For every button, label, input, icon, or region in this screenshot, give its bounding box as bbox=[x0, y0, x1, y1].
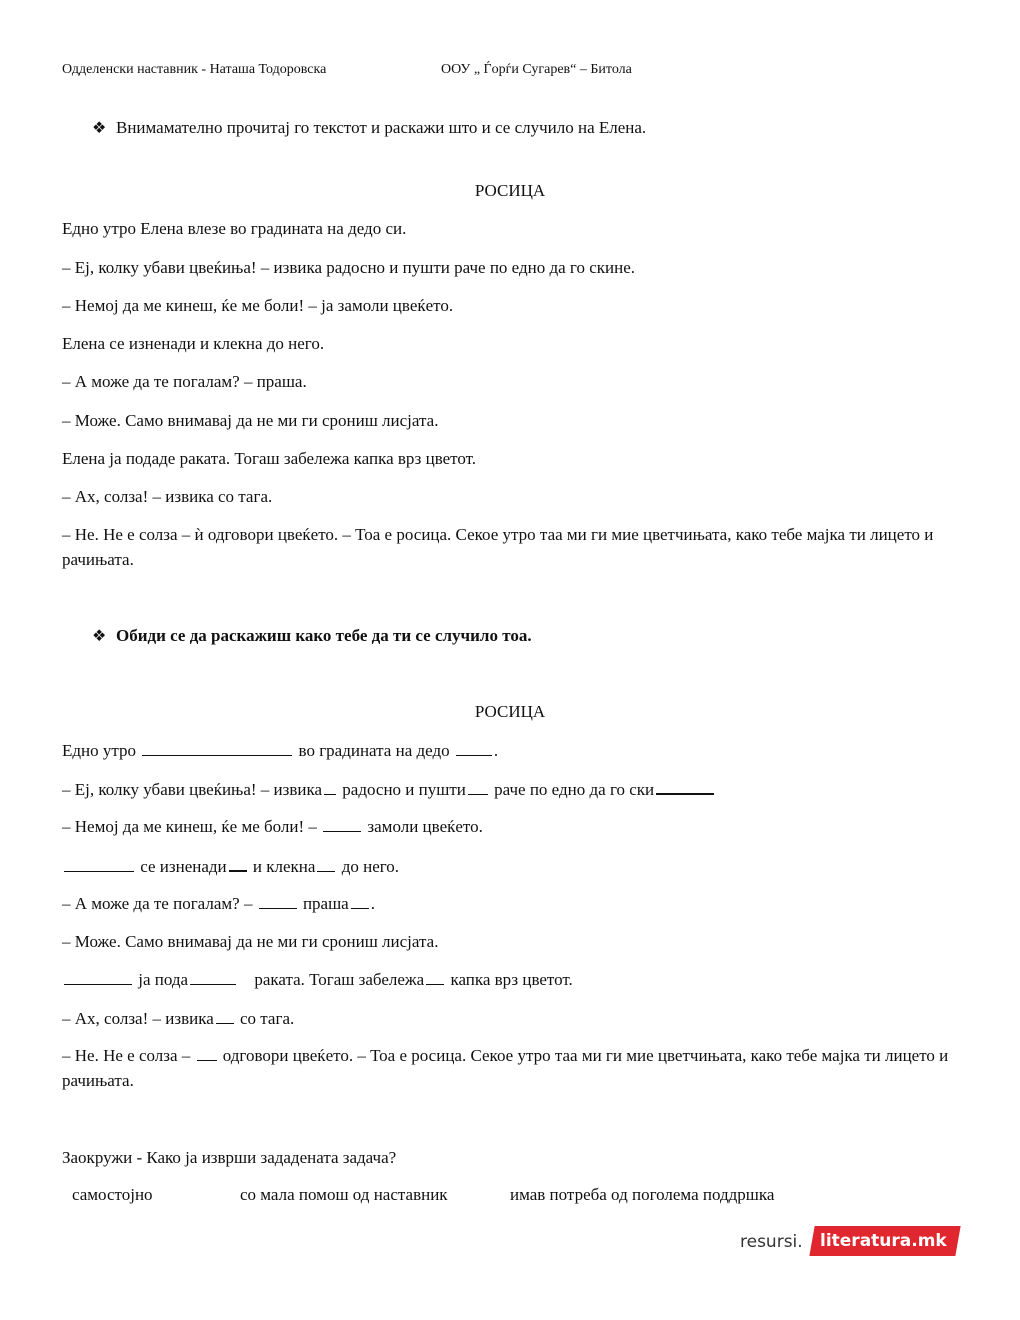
logo-prefix: resursi. bbox=[740, 1232, 803, 1252]
story-title: РОСИЦА bbox=[474, 181, 546, 200]
story-line: Елена се изненади и клекна до него. bbox=[62, 334, 325, 353]
blank-field[interactable] bbox=[351, 894, 369, 909]
story-line: – Еј, колку убави цвеќиња! – извика радосно и пушти раче по едно да го скине. bbox=[62, 258, 636, 277]
fill-line: Едно утро во градината на дедо . bbox=[62, 741, 499, 760]
blank-field[interactable] bbox=[229, 856, 247, 872]
story-line: – Може. Само внимавај да не ми ги срониш лисјата. bbox=[62, 411, 439, 430]
blank-field[interactable] bbox=[317, 857, 335, 872]
assessment-question: Заокружи - Како ја изврши зададената задача? bbox=[62, 1148, 397, 1167]
fill-line: – Може. Само внимавај да не ми ги срониш лисјата. bbox=[62, 932, 439, 951]
blank-field[interactable] bbox=[142, 741, 292, 756]
blank-field[interactable] bbox=[323, 817, 361, 832]
fill-line: – Ах, солза! – извика со тага. bbox=[62, 1009, 295, 1028]
blank-field[interactable] bbox=[456, 741, 492, 756]
logo-brand: literatura.mk bbox=[820, 1231, 947, 1251]
story-line: – А може да те погалам? – праша. bbox=[62, 372, 307, 391]
blank-field[interactable] bbox=[190, 970, 236, 985]
story-line: – Ах, солза! – извика со тага. bbox=[62, 487, 273, 506]
blank-field[interactable] bbox=[64, 970, 132, 985]
blank-field[interactable] bbox=[216, 1009, 234, 1024]
option-independent[interactable]: самостојно bbox=[72, 1185, 153, 1204]
diamond-bullet-icon: ❖ bbox=[92, 118, 107, 137]
story-line: – Не. Не е солза – ѝ одговори цвеќето. – Тоа е росица. Секое утро таа ми ги мие цветчињата, како тебе мајка ти лицето и рачињата. bbox=[62, 525, 934, 569]
header-teacher: Одделенски наставник - Наташа Тодоровска bbox=[62, 62, 327, 77]
task-1-text: Внимамателно прочитај го текстот и раскажи што и се случило на Елена. bbox=[116, 118, 647, 137]
option-little-help[interactable]: со мала помош од наставник bbox=[240, 1185, 448, 1204]
story-line: Елена ја подаде раката. Тогаш забележа капка врз цветот. bbox=[62, 449, 477, 468]
diamond-bullet-icon: ❖ bbox=[92, 626, 107, 645]
fill-line: – Немој да ме кинеш, ќе ме боли! – замоли цвеќето. bbox=[62, 817, 483, 836]
blank-field[interactable] bbox=[197, 1046, 217, 1061]
fill-line: се изненади и клекна до него. bbox=[62, 856, 399, 877]
blank-field[interactable] bbox=[656, 779, 714, 795]
task-1 bbox=[92, 118, 646, 138]
task-2-text: Обиди се да раскажиш како тебе да ти се случило тоа. bbox=[116, 626, 532, 645]
fill-line: – А може да те погалам? – праша . bbox=[62, 894, 375, 913]
fill-line: – Не. Не е солза – одговори цвеќето. – Тоа е росица. Секое утро таа ми ги мие цветчињата, како тебе мајка ти лицето и рачињата. bbox=[62, 1046, 949, 1090]
fill-title: РОСИЦА bbox=[474, 702, 546, 721]
blank-field[interactable] bbox=[259, 894, 297, 909]
fill-line: – Еј, колку убави цвеќиња! – извика радосно и пушти раче по едно да го ски bbox=[62, 779, 716, 800]
header-school: ООУ „ Ѓорѓи Сугарев“ – Битола bbox=[441, 62, 632, 77]
story-line: Едно утро Елена влезе во градината на дедо си. bbox=[62, 219, 407, 238]
fill-line: ја пода раката. Тогаш забележа капка врз цветот. bbox=[62, 970, 573, 990]
blank-field[interactable] bbox=[468, 780, 488, 795]
blank-field[interactable] bbox=[426, 970, 444, 985]
task-2 bbox=[92, 626, 532, 646]
blank-field[interactable] bbox=[324, 780, 336, 795]
option-more-support[interactable]: имав потреба од поголема поддршка bbox=[510, 1185, 775, 1204]
story-line: – Немој да ме кинеш, ќе ме боли! – ја замоли цвеќето. bbox=[62, 296, 454, 315]
blank-field[interactable] bbox=[64, 857, 134, 872]
